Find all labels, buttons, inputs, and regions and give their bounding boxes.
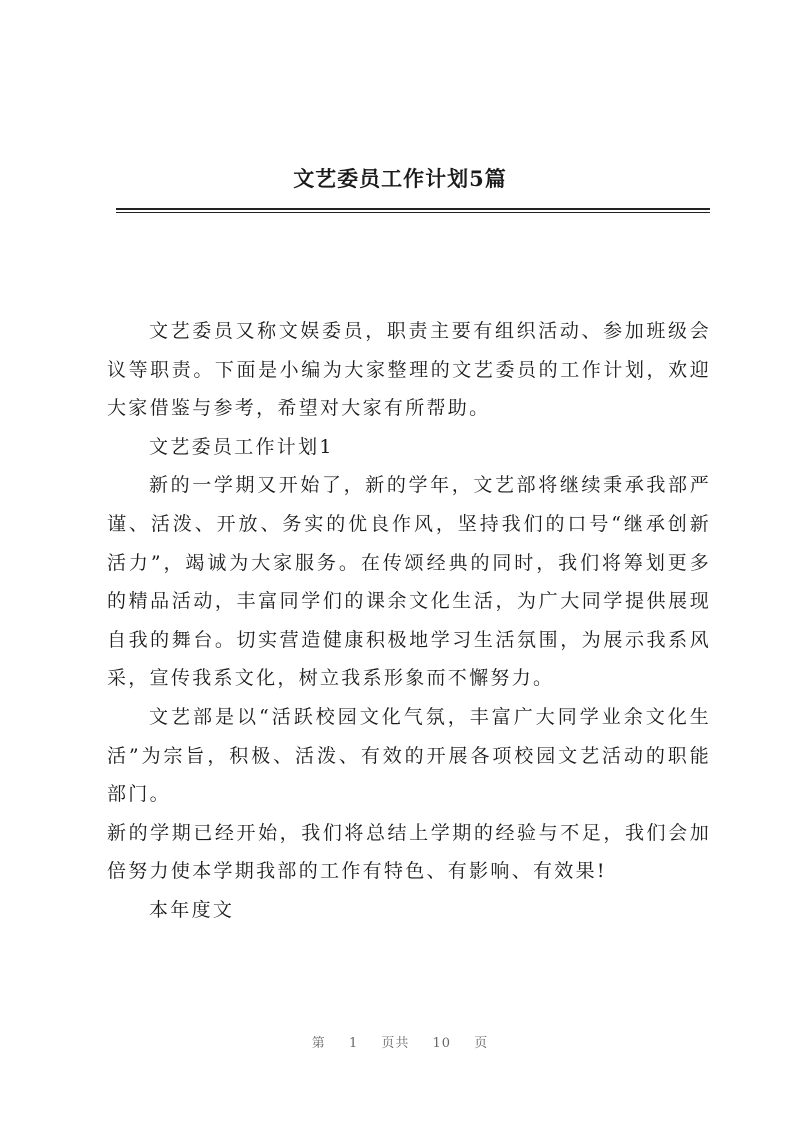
intro-paragraph: 文艺委员又称文娱委员，职责主要有组织活动、参加班级会议等职责。下面是小编为大家整理的文艺委员的工作计划，欢迎大家借鉴与参考，希望对大家有所帮助。: [107, 320, 711, 420]
page-footer: [0, 1032, 800, 1051]
document-body: [107, 312, 711, 930]
footer-middle: 页共: [381, 1036, 410, 1051]
body-paragraph: 本年度文: [149, 898, 235, 921]
body-paragraph: 文艺部是以“活跃校园文化气氛，丰富广大同学业余文化生活”为宗旨，积极、活泼、有效的开展各项校园文艺活动的职能部门。: [107, 705, 711, 806]
footer-page-total: 10: [432, 1036, 452, 1051]
body-paragraph: 新的一学期又开始了，新的学年，文艺部将继续秉承我部严谨、活泼、开放、务实的优良作风，坚持我们的口号“继承创新活力”，竭诚为大家服务。在传颂经典的同时，我们将筹划更多的精品活动，丰富同学们的课余文化生活，为广大同学提供展现自我的舞台。切实营造健康积极地学习生活氛围，为展示我系风采，宣传我系文化，树立我系形象而不懈努力。: [107, 474, 711, 690]
footer-prefix: 第: [311, 1036, 326, 1051]
footer-suffix: 页: [474, 1036, 489, 1051]
footer-page-number: 1: [348, 1036, 359, 1051]
document-title: 文艺委员工作计划5篇: [293, 166, 507, 191]
body-paragraph: 新的学期已经开始，我们将总结上学期的经验与不足，我们会加倍努力使本学期我部的工作有特色、有影响、有效果!: [107, 821, 711, 883]
section-heading: 文艺委员工作计划1: [149, 435, 334, 458]
title-divider: [116, 208, 710, 213]
